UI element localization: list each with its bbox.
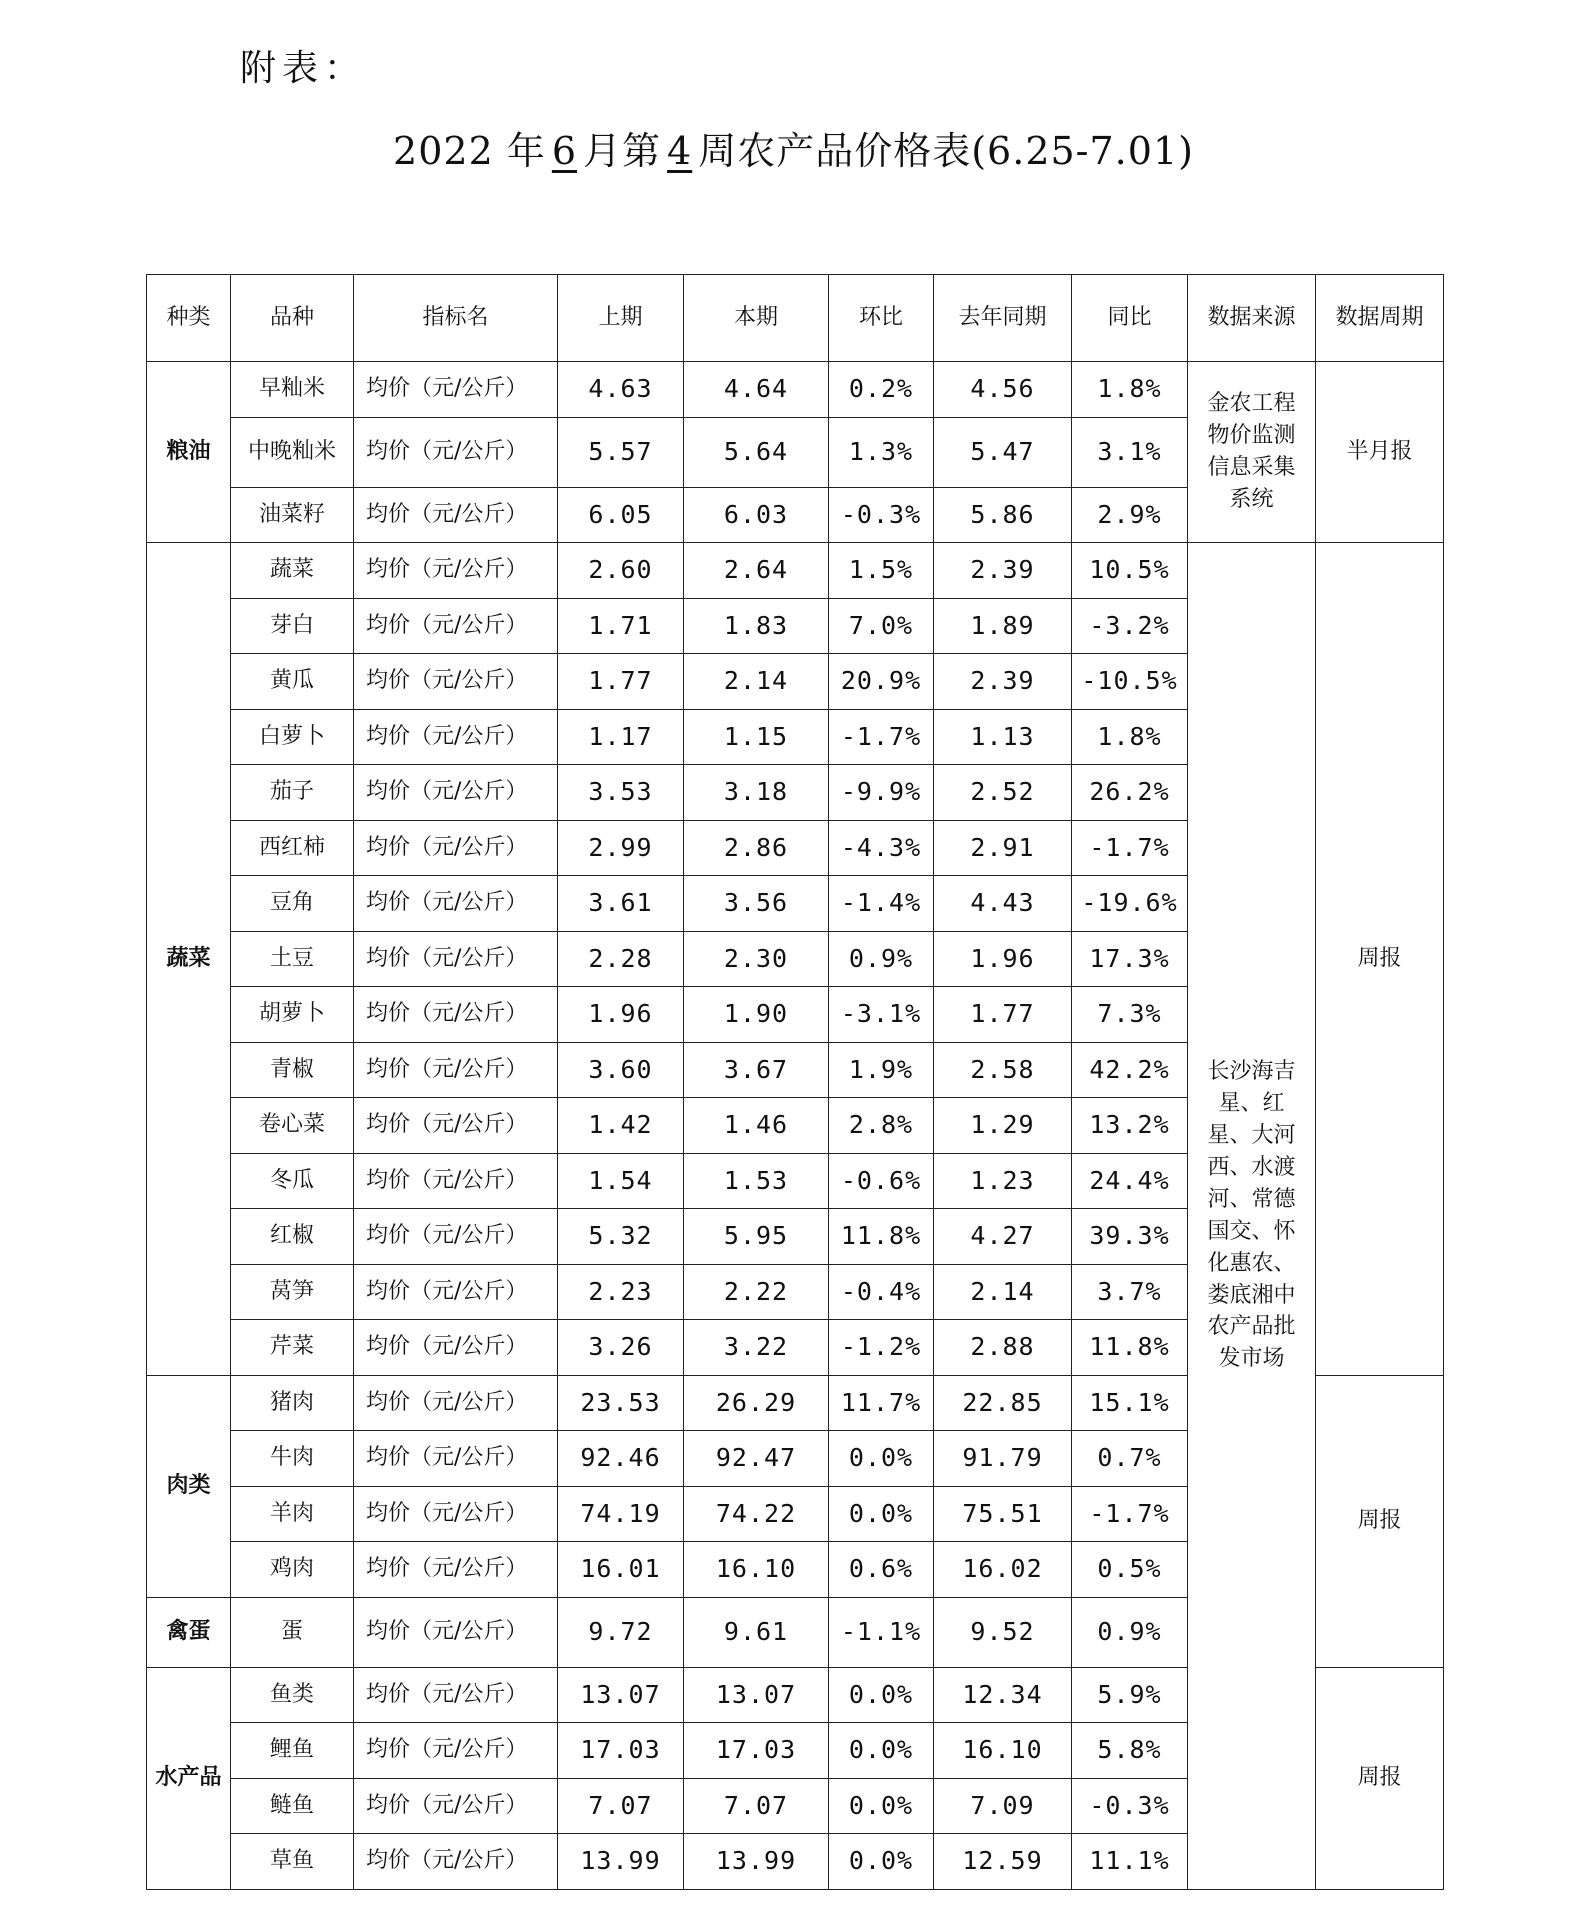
mom-change-cell: -1.4% (829, 876, 934, 932)
mom-change-cell: 0.2% (829, 362, 934, 418)
yoy-change-cell: -0.3% (1072, 1778, 1188, 1834)
last-year-cell: 2.58 (934, 1042, 1072, 1098)
current-period-cell: 3.22 (684, 1320, 829, 1376)
mom-change-cell: 1.5% (829, 543, 934, 599)
prev-period-cell: 3.60 (558, 1042, 684, 1098)
last-year-cell: 2.14 (934, 1264, 1072, 1320)
indicator-cell: 均价（元/公斤） (354, 1209, 558, 1265)
current-period-cell: 92.47 (684, 1431, 829, 1487)
last-year-cell: 2.39 (934, 543, 1072, 599)
last-year-cell: 1.13 (934, 709, 1072, 765)
prev-period-cell: 1.54 (558, 1153, 684, 1209)
mom-change-cell: 2.8% (829, 1098, 934, 1154)
yoy-change-cell: 5.9% (1072, 1667, 1188, 1723)
page-title (0, 120, 1587, 175)
current-period-cell: 13.99 (684, 1834, 829, 1890)
prev-period-cell: 16.01 (558, 1542, 684, 1598)
last-year-cell: 12.34 (934, 1667, 1072, 1723)
variety-cell: 鲢鱼 (231, 1778, 354, 1834)
last-year-cell: 4.56 (934, 362, 1072, 418)
indicator-cell: 均价（元/公斤） (354, 1042, 558, 1098)
prev-period-cell: 2.99 (558, 820, 684, 876)
yoy-change-cell: 11.8% (1072, 1320, 1188, 1376)
last-year-cell: 1.23 (934, 1153, 1072, 1209)
indicator-cell: 均价（元/公斤） (354, 543, 558, 599)
header-cell: 种类 (147, 275, 231, 362)
data-period-cell: 周报 (1316, 1375, 1444, 1667)
last-year-cell: 4.43 (934, 876, 1072, 932)
yoy-change-cell: 24.4% (1072, 1153, 1188, 1209)
indicator-cell: 均价（元/公斤） (354, 1375, 558, 1431)
yoy-change-cell: 3.7% (1072, 1264, 1188, 1320)
variety-cell: 蛋 (231, 1597, 354, 1667)
yoy-change-cell: 2.9% (1072, 487, 1188, 543)
current-period-cell: 1.53 (684, 1153, 829, 1209)
variety-cell: 牛肉 (231, 1431, 354, 1487)
mom-change-cell: 11.7% (829, 1375, 934, 1431)
prev-period-cell: 2.23 (558, 1264, 684, 1320)
prev-period-cell: 13.99 (558, 1834, 684, 1890)
last-year-cell: 16.02 (934, 1542, 1072, 1598)
current-period-cell: 3.56 (684, 876, 829, 932)
variety-cell: 土豆 (231, 931, 354, 987)
last-year-cell: 2.88 (934, 1320, 1072, 1376)
current-period-cell: 2.30 (684, 931, 829, 987)
indicator-cell: 均价（元/公斤） (354, 1486, 558, 1542)
last-year-cell: 4.27 (934, 1209, 1072, 1265)
header-cell: 数据周期 (1316, 275, 1444, 362)
current-period-cell: 2.86 (684, 820, 829, 876)
indicator-cell: 均价（元/公斤） (354, 820, 558, 876)
variety-cell: 红椒 (231, 1209, 354, 1265)
category-grain-oil: 粮油 (147, 362, 231, 543)
current-period-cell: 26.29 (684, 1375, 829, 1431)
current-period-cell: 17.03 (684, 1723, 829, 1779)
mom-change-cell: -3.1% (829, 987, 934, 1043)
last-year-cell: 12.59 (934, 1834, 1072, 1890)
mom-change-cell: 0.9% (829, 931, 934, 987)
yoy-change-cell: 5.8% (1072, 1723, 1188, 1779)
variety-cell: 胡萝卜 (231, 987, 354, 1043)
last-year-cell: 1.96 (934, 931, 1072, 987)
current-period-cell: 9.61 (684, 1597, 829, 1667)
title-week: 4 (667, 129, 693, 173)
mom-change-cell: 0.0% (829, 1486, 934, 1542)
indicator-cell: 均价（元/公斤） (354, 987, 558, 1043)
last-year-cell: 1.29 (934, 1098, 1072, 1154)
prev-period-cell: 74.19 (558, 1486, 684, 1542)
mom-change-cell: -0.3% (829, 487, 934, 543)
last-year-cell: 2.39 (934, 654, 1072, 710)
yoy-change-cell: -1.7% (1072, 820, 1188, 876)
yoy-change-cell: 17.3% (1072, 931, 1188, 987)
current-period-cell: 1.46 (684, 1098, 829, 1154)
header-cell: 本期 (684, 275, 829, 362)
yoy-change-cell: 0.9% (1072, 1597, 1188, 1667)
last-year-cell: 2.52 (934, 765, 1072, 821)
variety-cell: 早籼米 (231, 362, 354, 418)
last-year-cell: 75.51 (934, 1486, 1072, 1542)
mom-change-cell: -1.1% (829, 1597, 934, 1667)
yoy-change-cell: 1.8% (1072, 709, 1188, 765)
prev-period-cell: 1.96 (558, 987, 684, 1043)
header-cell: 环比 (829, 275, 934, 362)
current-period-cell: 2.14 (684, 654, 829, 710)
last-year-cell: 9.52 (934, 1597, 1072, 1667)
variety-cell: 草鱼 (231, 1834, 354, 1890)
indicator-cell: 均价（元/公斤） (354, 1597, 558, 1667)
variety-cell: 青椒 (231, 1042, 354, 1098)
variety-cell: 蔬菜 (231, 543, 354, 599)
current-period-cell: 6.03 (684, 487, 829, 543)
prev-period-cell: 2.28 (558, 931, 684, 987)
header-cell: 上期 (558, 275, 684, 362)
variety-cell: 羊肉 (231, 1486, 354, 1542)
prev-period-cell: 1.42 (558, 1098, 684, 1154)
yoy-change-cell: 13.2% (1072, 1098, 1188, 1154)
yoy-change-cell: 11.1% (1072, 1834, 1188, 1890)
price-table (146, 274, 1444, 1890)
data-period-cell: 周报 (1316, 543, 1444, 1376)
current-period-cell: 1.90 (684, 987, 829, 1043)
mom-change-cell: -1.7% (829, 709, 934, 765)
prev-period-cell: 92.46 (558, 1431, 684, 1487)
title-prefix: 2022 年 (393, 129, 546, 173)
header-cell: 数据来源 (1188, 275, 1316, 362)
indicator-cell: 均价（元/公斤） (354, 654, 558, 710)
yoy-change-cell: 7.3% (1072, 987, 1188, 1043)
last-year-cell: 1.77 (934, 987, 1072, 1043)
variety-cell: 卷心菜 (231, 1098, 354, 1154)
prev-period-cell: 2.60 (558, 543, 684, 599)
prev-period-cell: 1.17 (558, 709, 684, 765)
variety-cell: 猪肉 (231, 1375, 354, 1431)
indicator-cell: 均价（元/公斤） (354, 487, 558, 543)
indicator-cell: 均价（元/公斤） (354, 362, 558, 418)
yoy-change-cell: 0.5% (1072, 1542, 1188, 1598)
header-cell: 品种 (231, 275, 354, 362)
yoy-change-cell: -19.6% (1072, 876, 1188, 932)
prev-period-cell: 4.63 (558, 362, 684, 418)
prev-period-cell: 1.71 (558, 598, 684, 654)
current-period-cell: 3.18 (684, 765, 829, 821)
last-year-cell: 1.89 (934, 598, 1072, 654)
current-period-cell: 5.95 (684, 1209, 829, 1265)
variety-cell: 油菜籽 (231, 487, 354, 543)
yoy-change-cell: 0.7% (1072, 1431, 1188, 1487)
prev-period-cell: 5.32 (558, 1209, 684, 1265)
indicator-cell: 均价（元/公斤） (354, 1667, 558, 1723)
yoy-change-cell: 10.5% (1072, 543, 1188, 599)
indicator-cell: 均价（元/公斤） (354, 931, 558, 987)
variety-cell: 芹菜 (231, 1320, 354, 1376)
current-period-cell: 74.22 (684, 1486, 829, 1542)
current-period-cell: 16.10 (684, 1542, 829, 1598)
indicator-cell: 均价（元/公斤） (354, 1542, 558, 1598)
category-eggs: 禽蛋 (147, 1597, 231, 1667)
last-year-cell: 91.79 (934, 1431, 1072, 1487)
title-mid: 月第 (583, 129, 662, 173)
current-period-cell: 2.64 (684, 543, 829, 599)
header-cell: 去年同期 (934, 275, 1072, 362)
prev-period-cell: 7.07 (558, 1778, 684, 1834)
title-suffix: 周农产品价格表(6.25-7.01) (698, 129, 1194, 173)
variety-cell: 白萝卜 (231, 709, 354, 765)
prev-period-cell: 9.72 (558, 1597, 684, 1667)
variety-cell: 莴笋 (231, 1264, 354, 1320)
prev-period-cell: 3.53 (558, 765, 684, 821)
mom-change-cell: 1.3% (829, 417, 934, 487)
mom-change-cell: -0.6% (829, 1153, 934, 1209)
mom-change-cell: -1.2% (829, 1320, 934, 1376)
variety-cell: 鱼类 (231, 1667, 354, 1723)
indicator-cell: 均价（元/公斤） (354, 709, 558, 765)
prev-period-cell: 5.57 (558, 417, 684, 487)
last-year-cell: 16.10 (934, 1723, 1072, 1779)
variety-cell: 黄瓜 (231, 654, 354, 710)
prev-period-cell: 13.07 (558, 1667, 684, 1723)
header-cell: 指标名 (354, 275, 558, 362)
last-year-cell: 22.85 (934, 1375, 1072, 1431)
mom-change-cell: -9.9% (829, 765, 934, 821)
data-period-cell: 半月报 (1316, 362, 1444, 543)
category-aquatic: 水产品 (147, 1667, 231, 1889)
variety-cell: 冬瓜 (231, 1153, 354, 1209)
current-period-cell: 5.64 (684, 417, 829, 487)
last-year-cell: 2.91 (934, 820, 1072, 876)
data-source-cell: 金农工程物价监测信息采集系统 (1188, 362, 1316, 543)
current-period-cell: 2.22 (684, 1264, 829, 1320)
indicator-cell: 均价（元/公斤） (354, 1098, 558, 1154)
current-period-cell: 13.07 (684, 1667, 829, 1723)
yoy-change-cell: -10.5% (1072, 654, 1188, 710)
variety-cell: 茄子 (231, 765, 354, 821)
mom-change-cell: 0.0% (829, 1834, 934, 1890)
current-period-cell: 1.15 (684, 709, 829, 765)
prev-period-cell: 3.26 (558, 1320, 684, 1376)
mom-change-cell: 7.0% (829, 598, 934, 654)
last-year-cell: 5.47 (934, 417, 1072, 487)
prev-period-cell: 23.53 (558, 1375, 684, 1431)
table-row (147, 362, 1444, 418)
mom-change-cell: 20.9% (829, 654, 934, 710)
yoy-change-cell: -1.7% (1072, 1486, 1188, 1542)
mom-change-cell: 1.9% (829, 1042, 934, 1098)
variety-cell: 豆角 (231, 876, 354, 932)
title-month: 6 (551, 129, 578, 173)
variety-cell: 中晚籼米 (231, 417, 354, 487)
variety-cell: 西红柿 (231, 820, 354, 876)
mom-change-cell: 0.0% (829, 1667, 934, 1723)
prev-period-cell: 3.61 (558, 876, 684, 932)
yoy-change-cell: -3.2% (1072, 598, 1188, 654)
data-source-cell: 长沙海吉星、红星、大河西、水渡河、常德国交、怀化惠农、娄底湘中农产品批发市场 (1188, 543, 1316, 1890)
yoy-change-cell: 42.2% (1072, 1042, 1188, 1098)
category-meat: 肉类 (147, 1375, 231, 1597)
current-period-cell: 1.83 (684, 598, 829, 654)
header-cell: 同比 (1072, 275, 1188, 362)
yoy-change-cell: 1.8% (1072, 362, 1188, 418)
yoy-change-cell: 39.3% (1072, 1209, 1188, 1265)
prev-period-cell: 17.03 (558, 1723, 684, 1779)
prev-period-cell: 6.05 (558, 487, 684, 543)
current-period-cell: 4.64 (684, 362, 829, 418)
indicator-cell: 均价（元/公斤） (354, 1320, 558, 1376)
yoy-change-cell: 3.1% (1072, 417, 1188, 487)
category-vegetables: 蔬菜 (147, 543, 231, 1376)
indicator-cell: 均价（元/公斤） (354, 1431, 558, 1487)
indicator-cell: 均价（元/公斤） (354, 1834, 558, 1890)
mom-change-cell: 0.0% (829, 1723, 934, 1779)
indicator-cell: 均价（元/公斤） (354, 417, 558, 487)
data-period-cell: 周报 (1316, 1667, 1444, 1889)
yoy-change-cell: 26.2% (1072, 765, 1188, 821)
header-row (147, 275, 1444, 362)
indicator-cell: 均价（元/公斤） (354, 1778, 558, 1834)
mom-change-cell: 0.6% (829, 1542, 934, 1598)
mom-change-cell: 0.0% (829, 1778, 934, 1834)
last-year-cell: 7.09 (934, 1778, 1072, 1834)
current-period-cell: 3.67 (684, 1042, 829, 1098)
indicator-cell: 均价（元/公斤） (354, 765, 558, 821)
current-period-cell: 7.07 (684, 1778, 829, 1834)
variety-cell: 鲤鱼 (231, 1723, 354, 1779)
indicator-cell: 均价（元/公斤） (354, 1153, 558, 1209)
mom-change-cell: -4.3% (829, 820, 934, 876)
indicator-cell: 均价（元/公斤） (354, 1264, 558, 1320)
yoy-change-cell: 15.1% (1072, 1375, 1188, 1431)
indicator-cell: 均价（元/公斤） (354, 1723, 558, 1779)
indicator-cell: 均价（元/公斤） (354, 598, 558, 654)
variety-cell: 芽白 (231, 598, 354, 654)
variety-cell: 鸡肉 (231, 1542, 354, 1598)
prev-period-cell: 1.77 (558, 654, 684, 710)
mom-change-cell: -0.4% (829, 1264, 934, 1320)
mom-change-cell: 0.0% (829, 1431, 934, 1487)
indicator-cell: 均价（元/公斤） (354, 876, 558, 932)
attachment-label: 附表： (240, 48, 367, 89)
table-row (147, 543, 1444, 599)
last-year-cell: 5.86 (934, 487, 1072, 543)
mom-change-cell: 11.8% (829, 1209, 934, 1265)
